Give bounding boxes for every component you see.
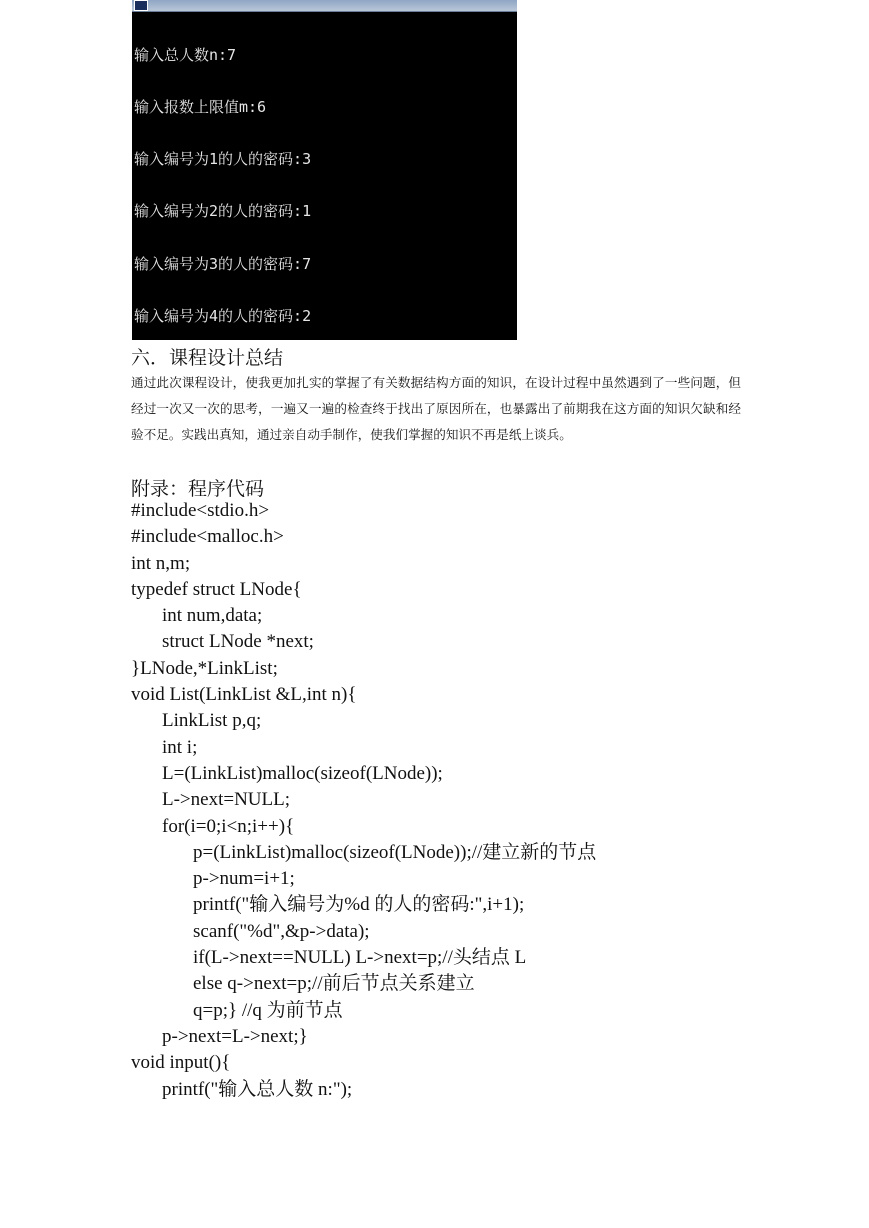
console-titlebar	[132, 0, 517, 12]
code-line: if(L->next==NULL) L->next=p;//头结点 L	[193, 947, 527, 969]
code-line: int n,m;	[131, 552, 191, 574]
code-line: #include<stdio.h>	[131, 500, 270, 521]
appendix-heading: 附录：程序代码	[131, 478, 265, 500]
code-line: struct LNode *next;	[162, 631, 314, 653]
console-line: 输入编号为3的人的密码:7	[134, 254, 312, 273]
console-screenshot	[132, 0, 517, 340]
code-line: }LNode,*LinkList;	[131, 657, 278, 679]
code-line: void input(){	[131, 1052, 231, 1074]
code-line: int num,data;	[162, 605, 263, 627]
code-line: p->num=i+1;	[193, 868, 295, 890]
code-line: p->next=L->next;}	[162, 1025, 308, 1047]
code-line: printf("输入总人数 n:");	[162, 1078, 353, 1100]
code-line: printf("输入编号为%d 的人的密码:",i+1);	[193, 894, 525, 916]
code-line: q=p;} //q 为前节点	[193, 999, 343, 1021]
code-line: else q->next=p;//前后节点关系建立	[193, 973, 475, 995]
summary-paragraph: 通过此次课程设计，使我更加扎实的掌握了有关数据结构方面的知识，在设计过程中虽然遇到了一些问题，但经过一次又一次的思考，一遍又一遍的检查终于找出了原因所在，也暴露出了前期我在这方面的知识欠缺和经验不足。实践出真知，通过亲自动手制作，使我们掌握的知识不再是纸上谈兵。	[131, 375, 741, 442]
code-line: scanf("%d",&p->data);	[193, 920, 370, 942]
code-listing	[131, 498, 596, 1103]
code-line: typedef struct LNode{	[131, 578, 302, 600]
console-output	[134, 12, 517, 340]
console-line: 输入编号为2的人的密码:1	[134, 202, 312, 221]
console-line: 输入总人数n:7	[134, 45, 237, 64]
code-line: void List(LinkList &L,int n){	[131, 684, 357, 706]
console-line: 输入编号为4的人的密码:2	[134, 306, 312, 325]
code-line: p=(LinkList)malloc(sizeof(LNode));//建立新的节点	[193, 841, 597, 863]
code-line: LinkList p,q;	[162, 710, 262, 732]
code-line: #include<malloc.h>	[131, 526, 284, 548]
code-line: L->next=NULL;	[162, 789, 291, 811]
console-line: 输入报数上限值m:6	[134, 98, 267, 117]
code-line: for(i=0;i<n;i++){	[162, 815, 295, 837]
console-window-icon	[134, 0, 148, 11]
console-line: 输入编号为1的人的密码:3	[134, 150, 312, 169]
code-line: L=(LinkList)malloc(sizeof(LNode));	[162, 762, 443, 784]
section-six-heading: 六．课程设计总结	[131, 347, 284, 369]
code-line: int i;	[162, 736, 198, 758]
